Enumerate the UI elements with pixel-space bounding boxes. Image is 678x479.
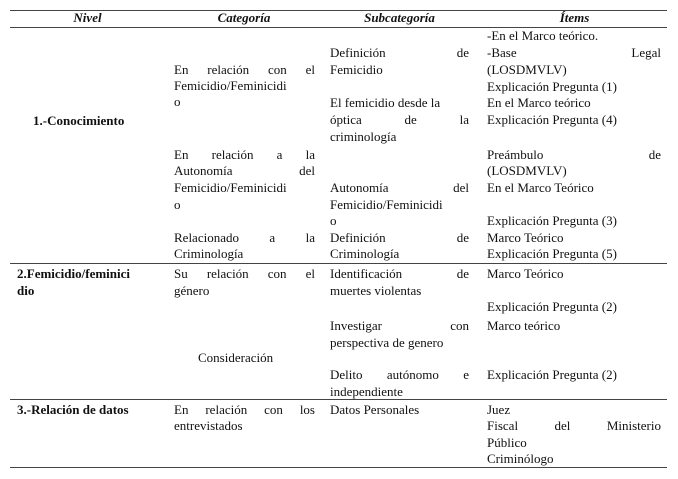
category-line: En relación a la [174,147,315,162]
item-line: En el Marco Teórico [487,180,594,195]
row1-bottom-rule [10,263,667,264]
level-relacion-datos: 3.-Relación de datos [17,402,129,417]
subcategory-line: muertes violentas [330,283,422,298]
category-line: Relacionado a la [174,230,315,245]
item-line: (LOSDMVLV) [487,163,567,178]
item-line: Marco Teórico [487,266,564,281]
category-line: Su relación con el [174,266,315,281]
subcategory-line: independiente [330,384,403,399]
category-line: entrevistados [174,418,243,433]
subcategory-line: Autonomía del [330,180,469,195]
category-line: o [174,197,181,212]
subcategory-datos-personales: Datos Personales [330,402,420,417]
category-consideracion: Consideración [198,350,274,365]
item-line: Explicación Pregunta (3) [487,213,617,228]
subcategory-line: Criminología [330,246,400,261]
subcategory-line: El femicidio desde la [330,95,441,110]
subcategory-line: criminología [330,129,397,144]
category-line: Femicidio/Feminicidi [174,78,287,93]
table-bottom-rule [10,467,667,468]
header-nivel: Nivel [73,10,102,25]
item-line: Explicación Pregunta (2) [487,299,617,314]
subcategory-line: Femicidio [330,62,383,77]
item-line: Público [487,435,527,450]
level-femicidio-cont: dio [17,283,35,298]
subcategory-line: Investigar con [330,318,469,333]
category-line: En relación con los [174,402,315,417]
item-line: (LOSDMVLV) [487,62,567,77]
category-line: Criminología [174,246,244,261]
item-line: Marco teórico [487,318,561,333]
item-line: Juez [487,402,511,417]
subcategory-line: Delito autónomo e [330,367,469,382]
item-line: -Base Legal [487,45,661,60]
category-line: o [174,94,181,109]
category-line: Autonomía del [174,163,315,178]
subcategory-line: Femicidio/Feminicidi [330,197,443,212]
item-line: Fiscal del Ministerio [487,418,661,433]
item-line: Criminólogo [487,451,554,466]
item-line: Preámbulo de [487,147,661,162]
item-line: -En el Marco teórico. [487,28,599,43]
item-line: Explicación Pregunta (2) [487,367,617,382]
subcategory-line: perspectiva de genero [330,335,444,350]
level-conocimiento: 1.-Conocimiento [33,113,125,128]
header-subcategoria: Subcategoría [364,10,435,25]
category-line: Femicidio/Feminicidi [174,180,287,195]
subcategory-line: óptica de la [330,112,469,127]
item-line: Explicación Pregunta (4) [487,112,617,127]
item-line: Explicación Pregunta (5) [487,246,617,261]
header-items: Ítems [559,10,590,25]
subcategory-line: Definición de [330,230,469,245]
category-line: En relación con el [174,62,315,77]
level-femicidio: 2.Femicidio/feminici [17,266,131,281]
item-line: En el Marco teórico [487,95,591,110]
subcategory-line: o [330,213,337,228]
header-categoria: Categoría [217,10,271,25]
item-line: Marco Teórico [487,230,564,245]
item-line: Explicación Pregunta (1) [487,79,617,94]
subcategory-line: Definición de [330,45,469,60]
category-line: género [174,283,210,298]
subcategory-line: Identificación de [330,266,469,281]
